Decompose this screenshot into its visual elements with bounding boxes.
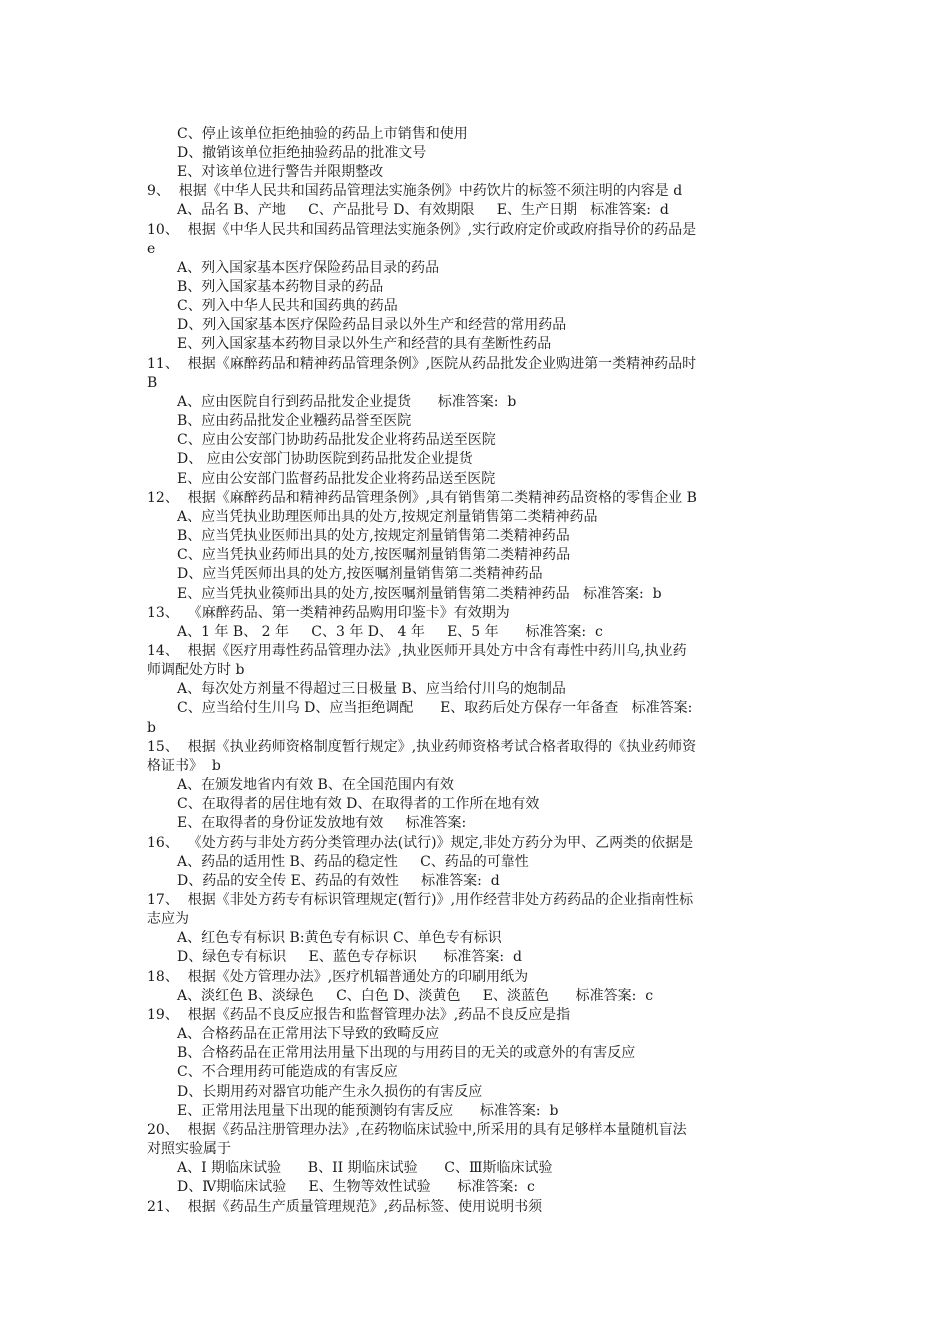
option-line: D、绿色专有标识 E、蓝色专存标识 标准答案: d bbox=[177, 949, 522, 965]
option-line: E、应当凭执业篌师出具的处方,按医嘱剂量销售第二类精神药品 标准答案: b bbox=[177, 586, 662, 602]
question-line: 对照实验属于 bbox=[147, 1141, 231, 1157]
option-line: A、品名 B、产地 C、产品批号 D、有效期限 E、生产日期 标准答案: d bbox=[177, 202, 669, 218]
option-line: A、I 期临床试验 B、II 期临床试验 C、Ⅲ斯临床试验 bbox=[177, 1160, 553, 1176]
option-line: A、红色专有标识 B:黄色专有标识 C、单色专有标识 bbox=[177, 930, 502, 946]
question-line: 12、 根据《麻醉药品和精神药品管理条例》,具有销售第二类精神药品资格的零售企业 B bbox=[147, 490, 697, 506]
question-line: 16、 《处方药与非处方药分类管理办法(试行)》规定,非处方药分为甲、乙两类的依据是 bbox=[147, 835, 694, 851]
option-line: B、合格药品在正常用法用量下出现的与用药目的无关的或意外的有害反应 bbox=[177, 1045, 636, 1061]
question-line: 21、 根据《药品生产质量管理规范》,药品标签、使用说明书须 bbox=[147, 1199, 543, 1215]
option-line: C、列入中华人民共和国药典的药品 bbox=[177, 298, 398, 314]
option-line: C、应由公安部门协助药品批发企业将药品送至医院 bbox=[177, 432, 496, 448]
option-line: C、应当给付生川乌 D、应当拒绝调配 E、取药后处方保存一年备查 标准答案: bbox=[177, 700, 693, 716]
question-line: 14、 根据《医疗用毒性药品管理办法》,执业医师开具处方中含有毒性中药川乌,执业药 bbox=[147, 643, 687, 659]
option-line: D、 应由公安部门协助医院到药品批发企业提货 bbox=[177, 451, 473, 467]
option-line: B、应由药品批发企业糨药品誉至医院 bbox=[177, 413, 412, 429]
option-line: A、应由医院自行到药品批发企业提货 标准答案: b bbox=[177, 394, 517, 410]
question-line: 9、 根据《中华人民共和国药品管理法实施条例》中药饮片的标签不须注明的内容是 d bbox=[147, 183, 683, 199]
option-line: D、列入国家基本医疗保险药品目录以外生产和经营的常用药品 bbox=[177, 317, 567, 333]
option-line: E、应由公安部门监督药品批发企业将药品送至医院 bbox=[177, 471, 496, 487]
option-line: E、对该单位进行警告并限期整改 bbox=[177, 164, 384, 180]
option-line: C、应当凭执业药师出具的处方,按医嘱剂量销售第二类精神药品 bbox=[177, 547, 571, 563]
option-line: A、每次处方剂量不得超过三日极量 B、应当给付川乌的炮制品 bbox=[177, 681, 566, 697]
option-line: A、药品的适用性 B、药品的稳定性 C、药品的可靠性 bbox=[177, 854, 529, 870]
question-line: 13、 《麻醉药品、第一类精神药品购用印鉴卡》有效期为 bbox=[147, 605, 510, 621]
option-line: D、应当凭医师出具的处方,按医嘱剂量销售第二类精神药品 bbox=[177, 566, 543, 582]
option-line: A、合格药品在正常用法下导致的致畸反应 bbox=[177, 1026, 440, 1042]
option-line: C、停止该单位拒绝抽验的药品上市销售和使用 bbox=[177, 126, 468, 142]
option-line: A、在颁发地省内有效 B、在全国范围内有效 bbox=[177, 777, 454, 793]
option-line: A、淡红色 B、淡绿色 C、白色 D、淡黄色 E、淡蓝色 标准答案: c bbox=[177, 988, 654, 1004]
question-line: 格证书》 b bbox=[147, 758, 221, 774]
option-line: E、列入国家基本药物目录以外生产和经营的具有垄断性药品 bbox=[177, 336, 552, 352]
option-line: B、应当凭执业医师出具的处方,按规定剂量销售第二类精神药品 bbox=[177, 528, 570, 544]
question-line: 19、 根据《药品不良反应报告和监督管理办法》,药品不良反应是指 bbox=[147, 1007, 571, 1023]
option-line: A、应当凭执业助理医师出具的处方,按规定剂量销售第二类精神药品 bbox=[177, 509, 598, 525]
question-line: 11、 根据《麻醉药品和精神药品管理条例》,医院从药品批发企业购进第一类精神药品时 bbox=[147, 356, 697, 372]
option-line: A、1 年 B、 2 年 C、3 年 D、 4 年 E、5 年 标准答案: c bbox=[177, 624, 603, 640]
question-line: 17、 根据《非处方药专有标识管理规定(暂行)》,用作经营非处方药药品的企业指南性标 bbox=[147, 892, 694, 908]
option-line: D、长期用药对器官功能产生永久损伤的有害反应 bbox=[177, 1084, 483, 1100]
question-line: e bbox=[147, 241, 156, 257]
question-line: 18、 根据《处方管理办法》,医疗机辐普通处方的印刷用纸为 bbox=[147, 969, 529, 985]
question-line: b bbox=[147, 720, 156, 736]
option-line: E、正常用法甩量下出现的能预测钧有害反应 标准答案: b bbox=[177, 1103, 559, 1119]
option-line: D、撤销该单位拒绝抽验药品的批准文号 bbox=[177, 145, 427, 161]
question-line: 师调配处方时 b bbox=[147, 662, 245, 678]
option-line: A、列入国家基本医疗保险药品目录的药品 bbox=[177, 260, 440, 276]
question-line: 20、 根据《药品注册管理办法》,在药物临床试验中,所采用的具有足够样本量随机盲法 bbox=[147, 1122, 687, 1138]
question-line: B bbox=[147, 375, 158, 391]
option-line: E、在取得者的身份证发放地有效 标准答案: bbox=[177, 815, 467, 831]
option-line: C、不合理用药可能造成的有害反应 bbox=[177, 1064, 398, 1080]
question-line: 志应为 bbox=[147, 911, 189, 927]
option-line: B、列入国家基本药物目录的药品 bbox=[177, 279, 384, 295]
question-line: 15、 根据《执业药师资格制度暂行规定》,执业药师资格考试合格者取得的《执业药师资 bbox=[147, 739, 697, 755]
question-line: 10、 根据《中华人民共和国药品管理法实施条例》,实行政府定价或政府指导价的药品是 bbox=[147, 222, 697, 238]
option-line: D、Ⅳ期临床试验 E、生物等效性试验 标准答案: c bbox=[177, 1179, 535, 1195]
option-line: C、在取得者的居住地有效 D、在取得者的工作所在地有效 bbox=[177, 796, 540, 812]
option-line: D、药品的安全传 E、药品的有效性 标准答案: d bbox=[177, 873, 500, 889]
